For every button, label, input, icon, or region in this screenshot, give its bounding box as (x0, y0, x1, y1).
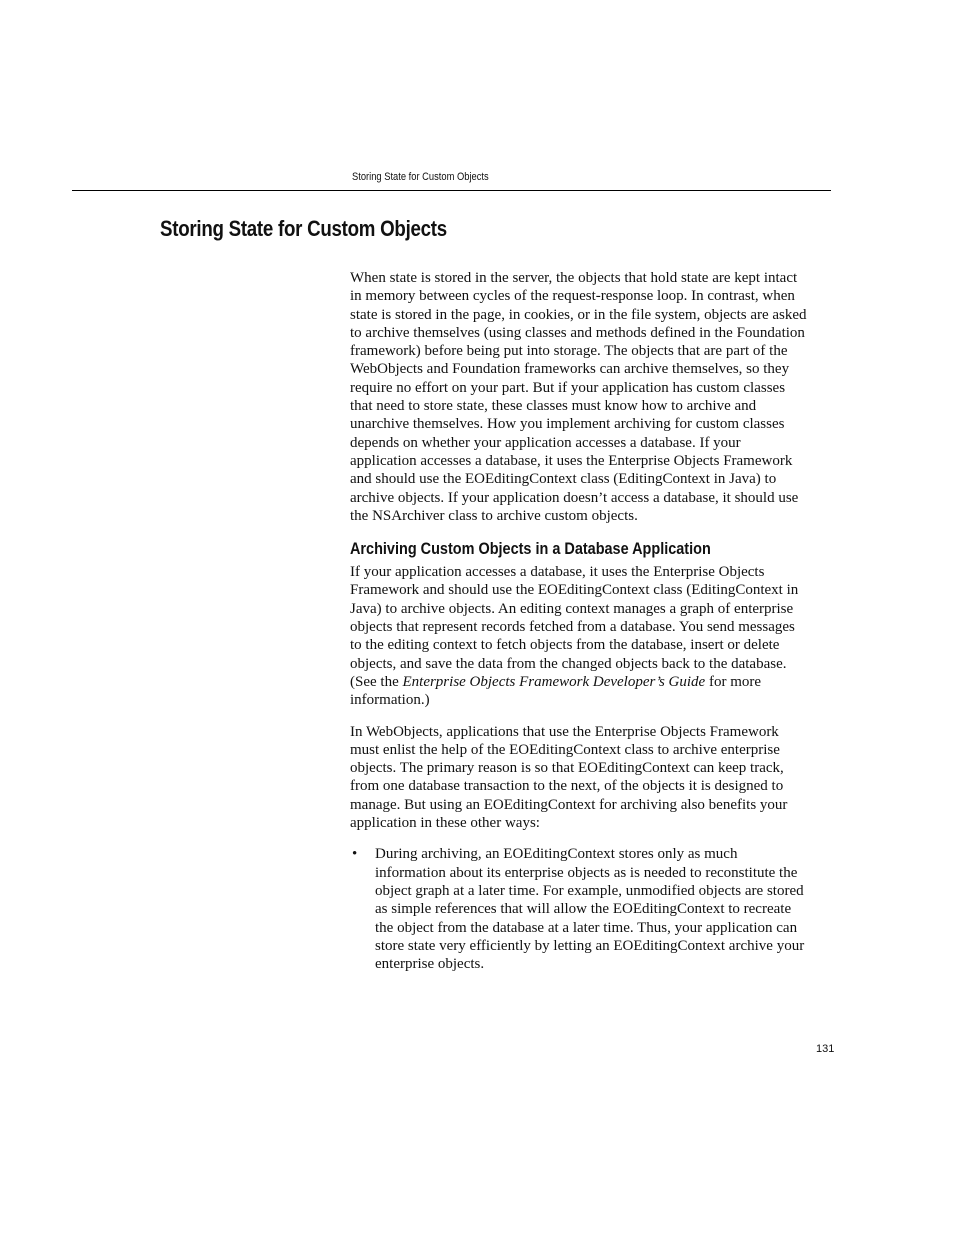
page-number: 131 (816, 1043, 835, 1055)
header-rule (72, 190, 831, 191)
paragraph: When state is stored in the server, the objects that hold state are kept intact in memory between cycles of the request-response loop. In contrast, when state is stored in the page, in cookies, or in the file system, objects are asked to archive themselves (using classes and methods defined in the Foundation framework) before being put into storage. The objects that are part of the WebObjects and Foundation frameworks can archive themselves, so they require no effort on your part. But if your application has custom classes that need to store state, these classes must know how to archive and unarchive themselves. How you implement archiving for custom classes depends on whether your application accesses a database. If your application accesses a database, it uses the Enterprise Objects Framework and should use the EOEditingContext class (EditingContext in Java) to archive objects. If your application doesn’t access a database, it should use the NSArchiver class to archive custom objects. (350, 270, 807, 524)
paragraph: In WebObjects, applications that use the Enterprise Objects Framework must enlist the help of the EOEditingContext class to archive enterprise objects. The primary reason is so that EOEditingContext can keep track, from one database transaction to the next, of the objects it is designed to manage. But using an EOEditingContext for archiving also benefits your application in these other ways: (350, 723, 788, 832)
page-title: Storing State for Custom Objects (160, 216, 447, 241)
list-item: • During archiving, an EOEditingContext stores only as much information about its enterprise objects as is needed to reconstitute the object graph at a later time. For example, unmodified objects are stored as simple references that will allow the EOEditingContext to recreate the object from the database at a later time. Thus, your application can store state very efficiently by letting an EOEditingContext archive your enterprise objects. (350, 845, 810, 973)
running-header: Storing State for Custom Objects (352, 171, 489, 183)
bullet-list (350, 845, 810, 973)
body-column (350, 269, 810, 973)
paragraph (350, 563, 810, 709)
text: If your application accesses a database, it uses the Enterprise Objects Framework and should use the EOEditingContext class (EditingContext in Java) to archive objects. An editing context manages a graph of enterprise objects that represent records fetched from a database. You send messages to the editing context to fetch objects from the database, insert or delete objects, and save the data from the changed objects back to the database. (See the (350, 564, 799, 690)
text: for more information.) (350, 673, 762, 709)
book-title: Enterprise Objects Framework Developer’s Guide (402, 673, 706, 690)
subheading: Archiving Custom Objects in a Database Application (350, 539, 711, 559)
